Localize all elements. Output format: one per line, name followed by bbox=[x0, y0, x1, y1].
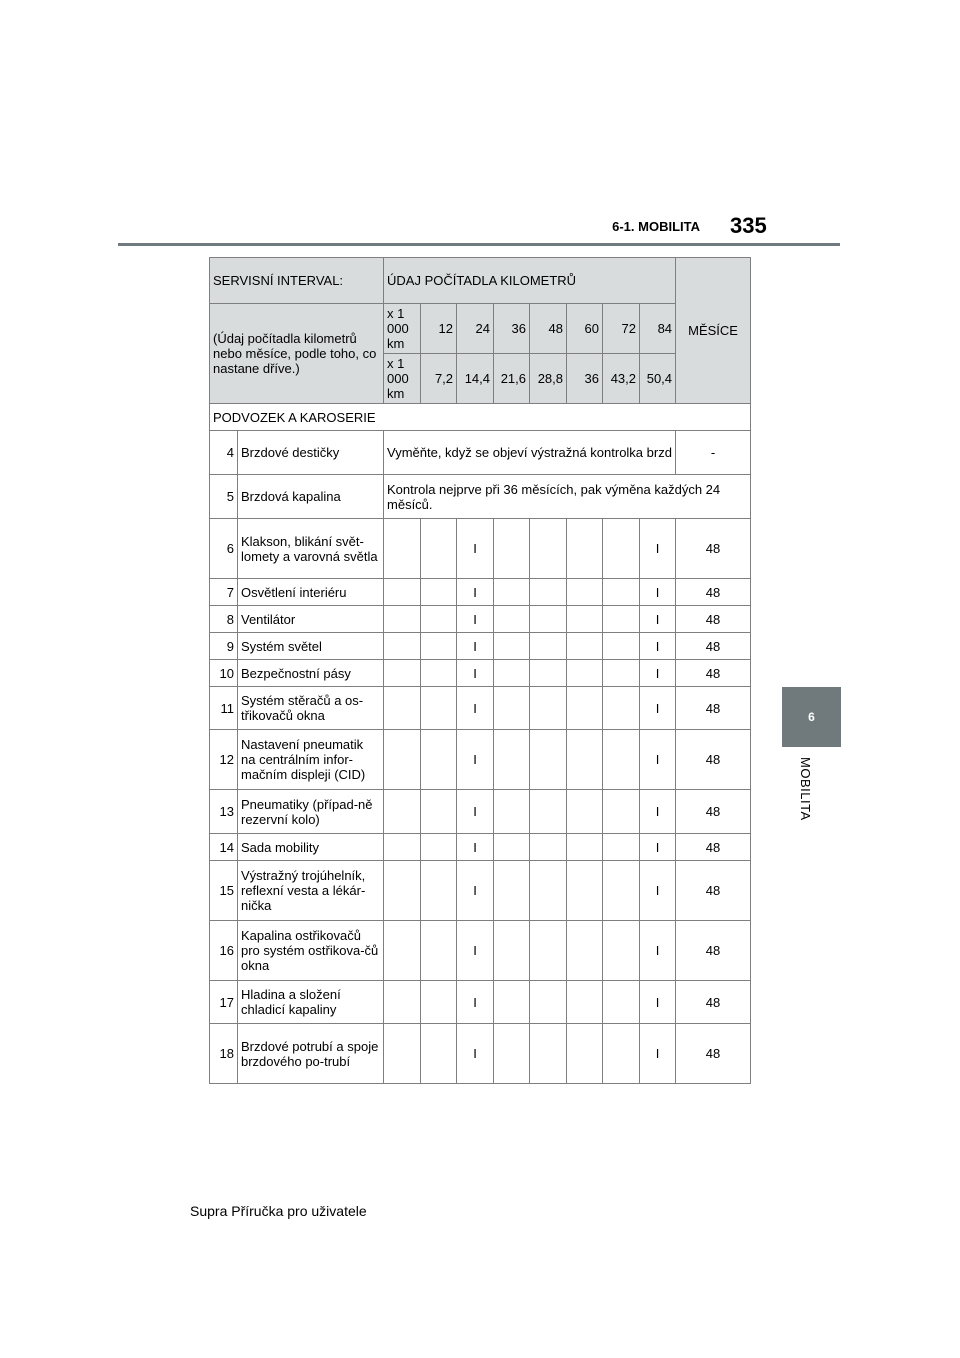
empty-cell bbox=[530, 519, 567, 579]
empty-cell bbox=[384, 834, 421, 861]
empty-cell bbox=[421, 730, 457, 790]
empty-cell bbox=[494, 730, 530, 790]
km-value: 84 bbox=[640, 304, 676, 354]
row-months: 48 bbox=[676, 687, 751, 730]
empty-cell bbox=[384, 861, 421, 921]
interval-note: (Údaj počítadla kilometrů nebo měsíce, podle toho, co nastane dříve.) bbox=[210, 304, 384, 404]
inspect-mark: I bbox=[457, 579, 494, 606]
month-value: 28,8 bbox=[530, 354, 567, 404]
chapter-tab-label: MOBILITA bbox=[798, 757, 813, 821]
inspect-mark: I bbox=[457, 606, 494, 633]
empty-cell bbox=[530, 921, 567, 981]
inspect-mark: I bbox=[640, 687, 676, 730]
row-description: Vyměňte, když se objeví výstražná kontrolka brzd bbox=[384, 431, 676, 475]
row-description: Kontrola nejprve při 36 měsících, pak výměna každých 24 měsíců. bbox=[384, 475, 751, 519]
table-row bbox=[210, 606, 751, 633]
row-number: 9 bbox=[210, 633, 238, 660]
empty-cell bbox=[494, 921, 530, 981]
month-value: 14,4 bbox=[457, 354, 494, 404]
item-rows bbox=[210, 519, 751, 1084]
row-months: 48 bbox=[676, 519, 751, 579]
inspect-mark: I bbox=[640, 790, 676, 834]
table-row bbox=[210, 921, 751, 981]
inspect-mark: I bbox=[640, 730, 676, 790]
empty-cell bbox=[567, 790, 603, 834]
empty-cell bbox=[494, 606, 530, 633]
empty-cell bbox=[603, 834, 640, 861]
inspect-mark: I bbox=[457, 633, 494, 660]
chapter-tab: 6 bbox=[782, 687, 841, 747]
km-value: 24 bbox=[457, 304, 494, 354]
empty-cell bbox=[603, 1024, 640, 1084]
inspect-mark: I bbox=[640, 921, 676, 981]
empty-cell bbox=[530, 981, 567, 1024]
empty-cell bbox=[384, 660, 421, 687]
inspect-mark: I bbox=[640, 660, 676, 687]
row-item: Nastavení pneumatik na centrálním infor-mačním displeji (CID) bbox=[238, 730, 384, 790]
empty-cell bbox=[421, 633, 457, 660]
empty-cell bbox=[530, 606, 567, 633]
row-number: 12 bbox=[210, 730, 238, 790]
inspect-mark: I bbox=[640, 519, 676, 579]
empty-cell bbox=[567, 660, 603, 687]
row-number: 15 bbox=[210, 861, 238, 921]
empty-cell bbox=[384, 981, 421, 1024]
row-months: 48 bbox=[676, 730, 751, 790]
empty-cell bbox=[567, 981, 603, 1024]
table-row bbox=[210, 660, 751, 687]
month-value: 36 bbox=[567, 354, 603, 404]
months-header: MĚSÍCE bbox=[676, 258, 751, 404]
inspect-mark: I bbox=[457, 1024, 494, 1084]
row-months: 48 bbox=[676, 981, 751, 1024]
row-number: 16 bbox=[210, 921, 238, 981]
empty-cell bbox=[530, 579, 567, 606]
inspect-mark: I bbox=[457, 790, 494, 834]
empty-cell bbox=[494, 1024, 530, 1084]
section-title: 6-1. MOBILITA bbox=[612, 219, 700, 234]
table-row bbox=[210, 1024, 751, 1084]
row-item: Hladina a složení chladicí kapaliny bbox=[238, 981, 384, 1024]
inspect-mark: I bbox=[457, 730, 494, 790]
empty-cell bbox=[421, 1024, 457, 1084]
inspect-mark: I bbox=[457, 660, 494, 687]
empty-cell bbox=[567, 921, 603, 981]
service-interval-header: SERVISNÍ INTERVAL: bbox=[210, 258, 384, 304]
empty-cell bbox=[494, 579, 530, 606]
row-item: Brzdové potrubí a spoje brzdového po-trubí bbox=[238, 1024, 384, 1084]
row-item: Systém světel bbox=[238, 633, 384, 660]
empty-cell bbox=[530, 633, 567, 660]
month-value: 21,6 bbox=[494, 354, 530, 404]
empty-cell bbox=[494, 633, 530, 660]
row-number: 5 bbox=[210, 475, 238, 519]
empty-cell bbox=[530, 1024, 567, 1084]
inspect-mark: I bbox=[640, 1024, 676, 1084]
row-number: 10 bbox=[210, 660, 238, 687]
inspect-mark: I bbox=[457, 687, 494, 730]
empty-cell bbox=[421, 834, 457, 861]
empty-cell bbox=[603, 730, 640, 790]
row-months: 48 bbox=[676, 606, 751, 633]
empty-cell bbox=[421, 519, 457, 579]
empty-cell bbox=[530, 861, 567, 921]
table-row bbox=[210, 790, 751, 834]
empty-cell bbox=[530, 834, 567, 861]
empty-cell bbox=[384, 606, 421, 633]
inspect-mark: I bbox=[457, 519, 494, 579]
empty-cell bbox=[384, 790, 421, 834]
inspect-mark: I bbox=[640, 981, 676, 1024]
row-months: - bbox=[676, 431, 751, 475]
row-months: 48 bbox=[676, 1024, 751, 1084]
footer-text: Supra Příručka pro uživatele bbox=[190, 1203, 367, 1219]
empty-cell bbox=[421, 606, 457, 633]
empty-cell bbox=[494, 790, 530, 834]
empty-cell bbox=[603, 861, 640, 921]
km-label: x 1 000 km bbox=[384, 304, 421, 354]
table-row bbox=[210, 981, 751, 1024]
page-number: 335 bbox=[730, 213, 767, 238]
row-item: Klakson, blikání svět-lomety a varovná světla bbox=[238, 519, 384, 579]
row-number: 17 bbox=[210, 981, 238, 1024]
section-heading: PODVOZEK A KAROSERIE bbox=[210, 404, 751, 431]
table-row bbox=[210, 519, 751, 579]
month-value: 50,4 bbox=[640, 354, 676, 404]
empty-cell bbox=[603, 981, 640, 1024]
empty-cell bbox=[603, 633, 640, 660]
empty-cell bbox=[530, 687, 567, 730]
empty-cell bbox=[384, 1024, 421, 1084]
row-item: Osvětlení interiéru bbox=[238, 579, 384, 606]
empty-cell bbox=[603, 660, 640, 687]
empty-cell bbox=[421, 861, 457, 921]
inspect-mark: I bbox=[640, 579, 676, 606]
empty-cell bbox=[494, 519, 530, 579]
empty-cell bbox=[494, 834, 530, 861]
empty-cell bbox=[603, 921, 640, 981]
empty-cell bbox=[421, 790, 457, 834]
inspect-mark: I bbox=[640, 606, 676, 633]
row-number: 13 bbox=[210, 790, 238, 834]
row-item: Kapalina ostřikovačů pro systém ostřikova-čů okna bbox=[238, 921, 384, 981]
empty-cell bbox=[494, 861, 530, 921]
inspect-mark: I bbox=[457, 981, 494, 1024]
row-number: 4 bbox=[210, 431, 238, 475]
row-months: 48 bbox=[676, 834, 751, 861]
row-number: 18 bbox=[210, 1024, 238, 1084]
odometer-header: ÚDAJ POČÍTADLA KILOMETRŮ bbox=[384, 258, 676, 304]
inspect-mark: I bbox=[640, 834, 676, 861]
empty-cell bbox=[567, 730, 603, 790]
empty-cell bbox=[567, 834, 603, 861]
empty-cell bbox=[603, 687, 640, 730]
empty-cell bbox=[567, 519, 603, 579]
empty-cell bbox=[567, 1024, 603, 1084]
table-row bbox=[210, 579, 751, 606]
empty-cell bbox=[567, 579, 603, 606]
empty-cell bbox=[421, 981, 457, 1024]
month-value: 43,2 bbox=[603, 354, 640, 404]
empty-cell bbox=[494, 981, 530, 1024]
inspect-mark: I bbox=[457, 834, 494, 861]
inspect-mark: I bbox=[640, 633, 676, 660]
km-value: 72 bbox=[603, 304, 640, 354]
maintenance-table bbox=[209, 257, 751, 1084]
header-rule bbox=[118, 243, 840, 246]
empty-cell bbox=[530, 660, 567, 687]
row-number: 8 bbox=[210, 606, 238, 633]
empty-cell bbox=[530, 730, 567, 790]
empty-cell bbox=[603, 579, 640, 606]
empty-cell bbox=[384, 730, 421, 790]
row-item: Bezpečnostní pásy bbox=[238, 660, 384, 687]
row-months: 48 bbox=[676, 633, 751, 660]
table-row bbox=[210, 861, 751, 921]
empty-cell bbox=[567, 861, 603, 921]
row-number: 6 bbox=[210, 519, 238, 579]
row-number: 14 bbox=[210, 834, 238, 861]
empty-cell bbox=[384, 579, 421, 606]
row-item: Pneumatiky (případ-ně rezervní kolo) bbox=[238, 790, 384, 834]
row-months: 48 bbox=[676, 790, 751, 834]
empty-cell bbox=[421, 660, 457, 687]
inspect-mark: I bbox=[640, 861, 676, 921]
row-months: 48 bbox=[676, 579, 751, 606]
row-item: Ventilátor bbox=[238, 606, 384, 633]
row-number: 7 bbox=[210, 579, 238, 606]
row-item: Brzdová kapalina bbox=[238, 475, 384, 519]
empty-cell bbox=[567, 633, 603, 660]
row-item: Systém stěračů a os-třikovačů okna bbox=[238, 687, 384, 730]
empty-cell bbox=[530, 790, 567, 834]
empty-cell bbox=[384, 921, 421, 981]
row-item: Výstražný trojúhelník, reflexní vesta a lékár-nička bbox=[238, 861, 384, 921]
empty-cell bbox=[494, 660, 530, 687]
empty-cell bbox=[494, 687, 530, 730]
empty-cell bbox=[603, 519, 640, 579]
km-value: 48 bbox=[530, 304, 567, 354]
km-value: 12 bbox=[421, 304, 457, 354]
km-value: 36 bbox=[494, 304, 530, 354]
row-months: 48 bbox=[676, 861, 751, 921]
table-row bbox=[210, 834, 751, 861]
empty-cell bbox=[603, 790, 640, 834]
empty-cell bbox=[567, 687, 603, 730]
row-number: 11 bbox=[210, 687, 238, 730]
empty-cell bbox=[567, 606, 603, 633]
row-item: Sada mobility bbox=[238, 834, 384, 861]
row-months: 48 bbox=[676, 660, 751, 687]
table-row bbox=[210, 730, 751, 790]
table-row bbox=[210, 687, 751, 730]
row-months: 48 bbox=[676, 921, 751, 981]
empty-cell bbox=[384, 687, 421, 730]
km-value: 60 bbox=[567, 304, 603, 354]
empty-cell bbox=[421, 921, 457, 981]
empty-cell bbox=[384, 519, 421, 579]
row-item: Brzdové destičky bbox=[238, 431, 384, 475]
empty-cell bbox=[384, 633, 421, 660]
table-row bbox=[210, 633, 751, 660]
empty-cell bbox=[603, 606, 640, 633]
month-value: 7,2 bbox=[421, 354, 457, 404]
empty-cell bbox=[421, 579, 457, 606]
empty-cell bbox=[421, 687, 457, 730]
inspect-mark: I bbox=[457, 921, 494, 981]
km-label-2: x 1 000 km bbox=[384, 354, 421, 404]
inspect-mark: I bbox=[457, 861, 494, 921]
